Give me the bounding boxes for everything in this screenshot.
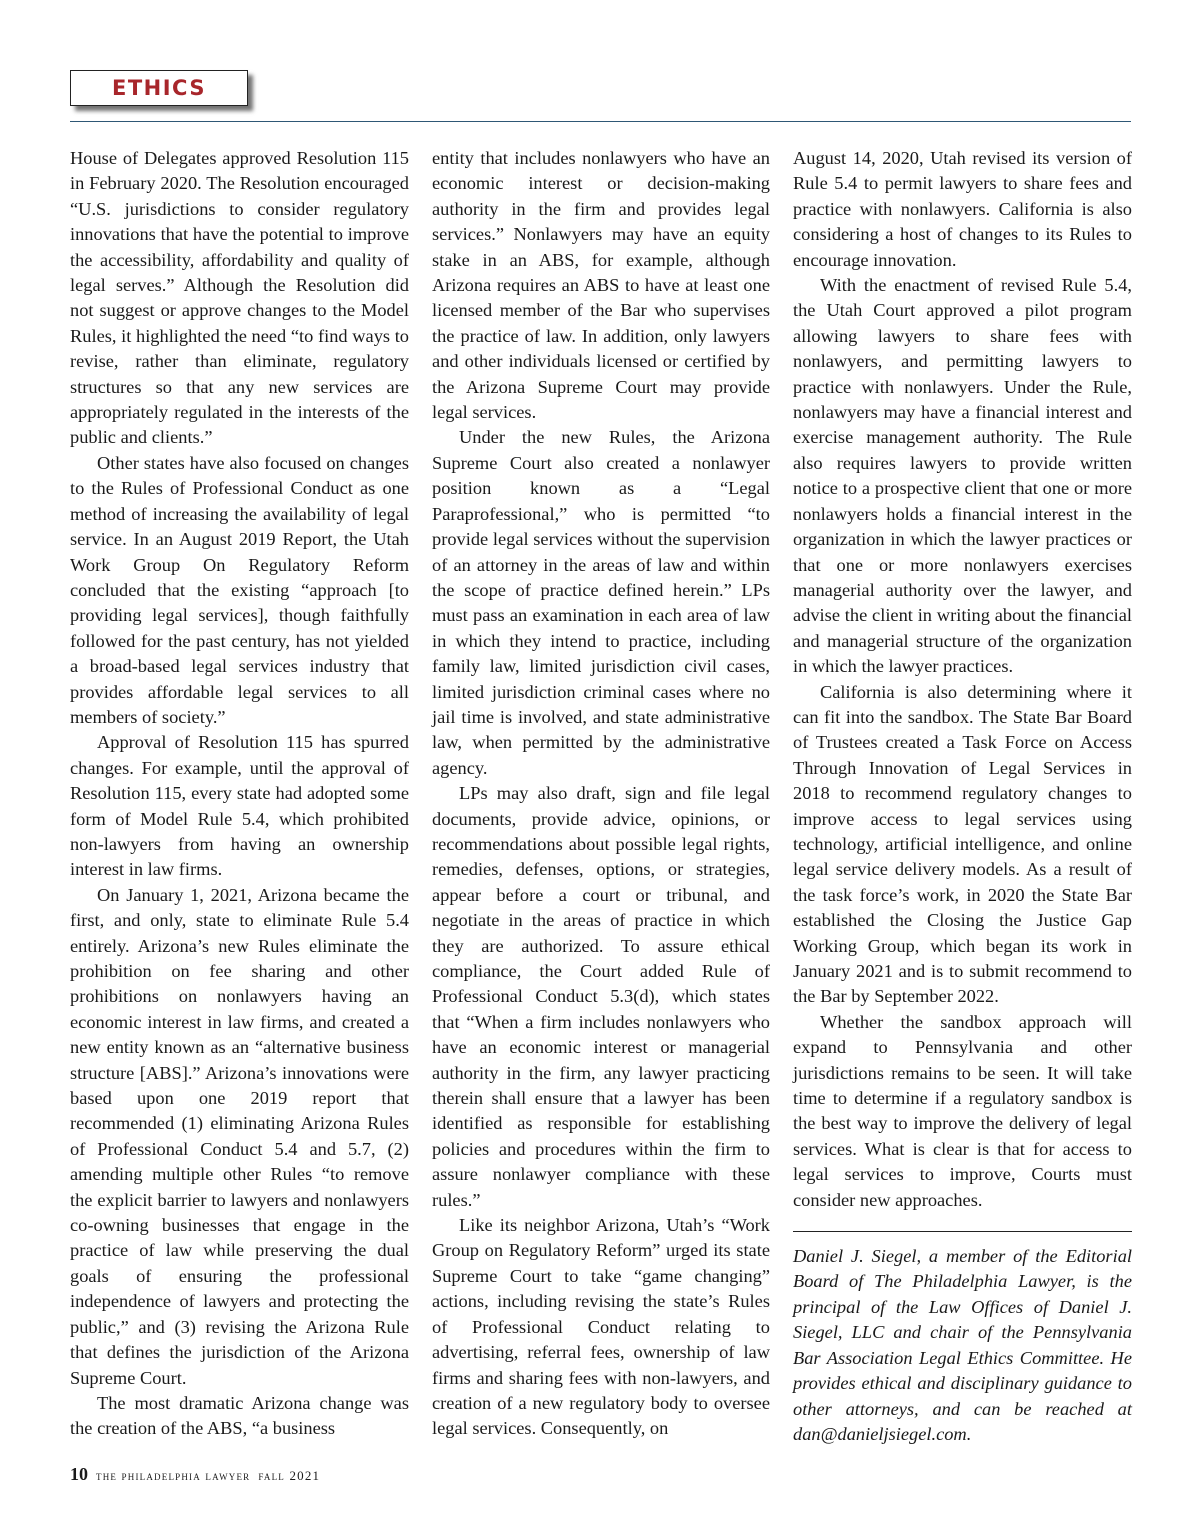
section-label: ETHICS: [112, 76, 206, 100]
paragraph: LPs may also draft, sign and file legal documents, provide advice, opinions, or recommendations about possible legal rights, remedies, defenses, options, or strategies, appear before a court or tribunal, and negotiate in the areas of practice in which they are authorized. To assure ethical compliance, the Court added Rule of Professional Conduct 5.3(d), which states that “When a firm includes nonlawyers who have an economic interest or managerial authority in the firm, any lawyer practicing therein shall ensure that a lawyer has been identified as responsible for establishing policies and procedures within the firm to assure nonlawyer compliance with these rules.”: [432, 783, 770, 1210]
paragraph: Other states have also focused on changes to the Rules of Professional Conduct as one method of increasing the availability of legal service. In an August 2019 Report, the Utah Work Group On Regulatory Reform concluded that the existing “approach [to providing legal services], though faithfully followed for the past century, has not yielded a broad-based legal services industry that provides affordable legal services to all members of society.”: [70, 452, 409, 727]
article-column-2: [432, 146, 770, 1442]
paragraph: August 14, 2020, Utah revised its version of Rule 5.4 to permit lawyers to share fees and practice with nonlawyers. California is also considering a host of changes to its Rules to encourage innovation.: [793, 148, 1132, 270]
page-number: 10: [70, 1464, 88, 1484]
paragraph: entity that includes nonlawyers who have an economic interest or decision-making authority in the firm and provides legal services.” Nonlawyers may have an equity stake in an ABS, for example, although Arizona requires an ABS to have at least one licensed member of the Bar who supervises the practice of law. In addition, only lawyers and other individuals licensed or certified by the Arizona Supreme Court may provide legal services.: [432, 148, 770, 423]
paragraph: Under the new Rules, the Arizona Supreme Court also created a nonlawyer position known as a “Legal Paraprofessional,” who is permitted “to provide legal services without the supervision of an attorney in the areas of law and within the scope of practice defined herein.” LPs must pass an examination in each area of law in which they intend to practice, including family law, limited jurisdiction civil cases, limited jurisdiction criminal cases where no jail time is involved, and state administrative law, when permitted by the administrative agency.: [432, 427, 770, 778]
paragraph: With the enactment of revised Rule 5.4, the Utah Court approved a pilot program allowing lawyers to share fees with nonlawyers, and permitting lawyers to practice with nonlawyers. Under the Rule, nonlawyers may have a financial interest and exercise management authority. The Rule also requires lawyers to provide written notice to a prospective client that one or more nonlawyers holds a financial interest in the organization in which the lawyer practices or that one or more nonlawyers exercises managerial authority over the lawyer, and advise the client in writing about the financial and managerial structure of the organization in which the lawyer practices.: [793, 275, 1132, 677]
paragraph: The most dramatic Arizona change was the creation of the ABS, “a business: [70, 1392, 409, 1439]
header-rule: [70, 121, 1131, 122]
paragraph: On January 1, 2021, Arizona became the first, and only, state to eliminate Rule 5.4 entirely. Arizona’s new Rules eliminate the prohibition on fee sharing and other prohibitions on nonlawyers having an economic interest in law firms, and created a new entity known as an “alternative business structure [ABS].” Arizona’s innovations were based upon one 2019 report that recommended (1) eliminating Arizona Rules of Professional Conduct 5.4 and 5.7, (2) amending multiple other Rules “to remove the explicit barrier to lawyers and nonlawyers co-owning businesses that engage in the practice of law while preserving the dual goals of ensuring the professional independence of lawyers and protecting the public,” and (3) revising the Arizona Rule that defines the jurisdiction of the Arizona Supreme Court.: [70, 884, 409, 1388]
article-column-1: [70, 146, 409, 1442]
paragraph: House of Delegates approved Resolution 115 in February 2020. The Resolution encouraged “U.S. jurisdictions to consider regulatory innovations that have the potential to improve the accessibility, affordability and quality of legal serves.” Although the Resolution did not suggest or approve changes to the Model Rules, it highlighted the need “to find ways to revise, rather than eliminate, regulatory structures so that any new services are appropriately regulated in the interests of the public and clients.”: [70, 148, 409, 448]
bio-divider: [793, 1231, 1132, 1232]
publication-name: the philadelphia lawyer: [96, 1468, 251, 1483]
section-tab: [70, 70, 248, 106]
author-bio: Daniel J. Siegel, a member of the Editorial Board of The Philadelphia Lawyer, is the principal of the Law Offices of Daniel J. Siegel, LLC and chair of the Pennsylvania Bar Association Legal Ethics Committee. He provides ethical and disciplinary guidance to other attorneys, and can be reached at dan@danieljsiegel.com.: [793, 1246, 1132, 1444]
issue-date: fall 2021: [258, 1468, 321, 1483]
page-footer: [70, 1464, 320, 1485]
paragraph: Like its neighbor Arizona, Utah’s “Work Group on Regulatory Reform” urged its state Supreme Court to take “game changing” actions, including revising the state’s Rules of Professional Conduct relating to advertising, referral fees, ownership of law firms and sharing fees with non-lawyers, and creation of a new regulatory body to oversee legal services. Consequently, on: [432, 1215, 770, 1439]
article-column-3: [793, 146, 1132, 1447]
paragraph: California is also determining where it can fit into the sandbox. The State Bar Board of Trustees created a Task Force on Access Through Innovation of Legal Services in 2018 to recommend regulatory changes to improve access to legal services using technology, artificial intelligence, and online legal service delivery models. As a result of the task force’s work, in 2020 the State Bar established the Closing the Justice Gap Working Group, which began its work in January 2021 and is to submit recommend to the Bar by September 2022.: [793, 681, 1132, 1007]
paragraph: Whether the sandbox approach will expand to Pennsylvania and other jurisdictions remains to be seen. It will take time to determine if a regulatory sandbox is the best way to improve the delivery of legal services. What is clear is that for access to legal services to improve, Courts must consider new approaches.: [793, 1011, 1132, 1210]
paragraph: Approval of Resolution 115 has spurred changes. For example, until the approval of Resolution 115, every state had adopted some form of Model Rule 5.4, which prohibited non-lawyers from having an ownership interest in law firms.: [70, 732, 409, 880]
